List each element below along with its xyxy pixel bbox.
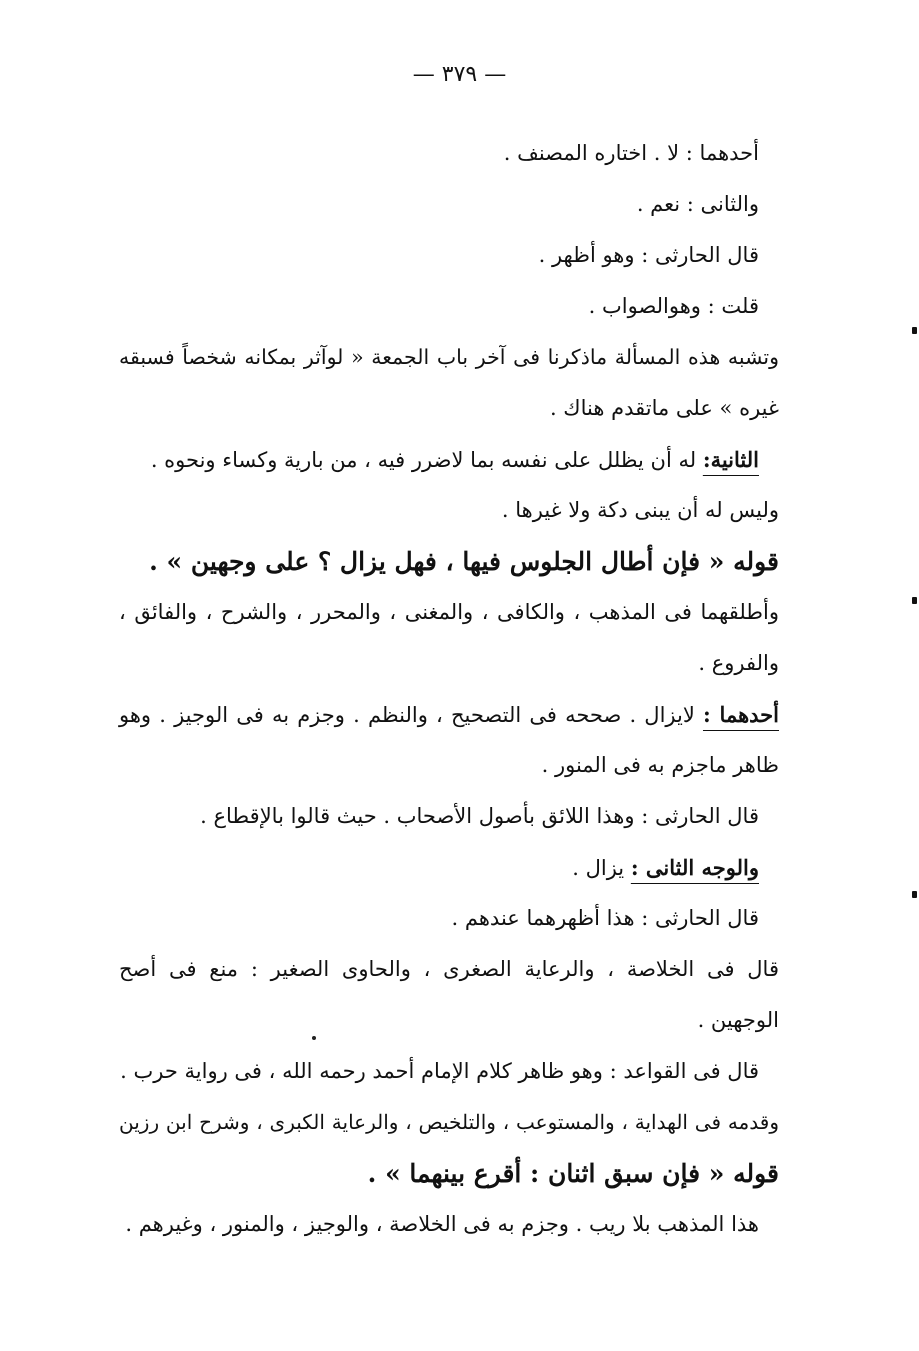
text-line [119, 740, 779, 791]
line-text: يزال . [572, 856, 631, 880]
text-line [119, 281, 779, 332]
line-text: ظاهر ماجزم به فى المنور . [541, 753, 779, 777]
section-heading: أحدهما : [702, 702, 779, 727]
line-text: والثانى : نعم . [636, 192, 759, 216]
text-line [119, 689, 779, 740]
line-text: غيره » على ماتقدم هناك . [549, 396, 779, 420]
margin-mark [912, 327, 917, 334]
text-line [119, 485, 779, 536]
line-text: هذا المذهب بلا ريب . وجزم به فى الخلاصة ، والوجيز ، والمنور ، وغيرهم . [125, 1212, 759, 1236]
text-line [119, 638, 779, 689]
stray-dot [312, 1036, 316, 1040]
text-line [119, 791, 779, 842]
text-line [119, 842, 779, 893]
text-line [119, 1046, 779, 1097]
line-text: قال الحارثى : هذا أظهرهما عندهم . [451, 906, 759, 930]
text-line [119, 1097, 779, 1148]
line-text: قال فى الخلاصة ، والرعاية الصغرى ، والحاوى الصغير : منع فى أصح [119, 957, 779, 981]
text-line [119, 995, 779, 1046]
line-text: والفروع . [698, 651, 779, 675]
line-text: وليس له أن يبنى دكة ولا غيرها . [501, 498, 779, 522]
body-text [119, 128, 779, 1250]
line-text: قوله « فإن أطال الجلوس فيها ، فهل يزال ؟ على وجهين » . [149, 547, 779, 576]
margin-mark [912, 891, 917, 898]
line-text: قال فى القواعد : وهو ظاهر كلام الإمام أحمد رحمه الله ، فى رواية حرب . [120, 1059, 759, 1083]
margin-mark [912, 597, 917, 604]
line-text: له أن يظلل على نفسه بما لاضرر فيه ، من بارية وكساء ونحوه . [150, 448, 703, 472]
text-line [119, 536, 779, 587]
page-number: — ٣٧٩ — [412, 62, 507, 87]
text-line [119, 179, 779, 230]
text-line [119, 230, 779, 281]
text-line [119, 1199, 779, 1250]
line-text: وقدمه فى الهداية ، والمستوعب ، والتلخيص ، والرعاية الكبرى ، وشرح ابن رزين [119, 1110, 779, 1134]
line-text: لايزال . صححه فى التصحيح ، والنظم . وجزم به فى الوجيز . وهو [119, 703, 703, 727]
text-line [119, 944, 779, 995]
line-text: أحدهما : لا . اختاره المصنف . [503, 141, 759, 165]
text-line [119, 332, 779, 383]
section-heading: والوجه الثانى : [630, 855, 759, 880]
line-text: قال الحارثى : وهذا اللائق بأصول الأصحاب . حيث قالوا بالإقطاع . [200, 804, 759, 828]
line-text: وأطلقهما فى المذهب ، والكافى ، والمغنى ، والمحرر ، والشرح ، والفائق ، [119, 600, 779, 624]
text-line [119, 1148, 779, 1199]
text-line [119, 893, 779, 944]
line-text: قوله « فإن سبق اثنان : أقرع بينهما » . [367, 1159, 779, 1188]
section-heading: الثانية: [702, 447, 759, 472]
line-text: الوجهين . [697, 1008, 779, 1032]
line-text: وتشبه هذه المسألة ماذكرنا فى آخر باب الجمعة « لوآثر بمكانه شخصاً فسبقه [119, 345, 779, 369]
line-text: قال الحارثى : وهو أظهر . [538, 243, 759, 267]
text-line [119, 434, 779, 485]
line-text: قلت : وهوالصواب . [588, 294, 759, 318]
text-line [119, 128, 779, 179]
text-line [119, 587, 779, 638]
text-line [119, 383, 779, 434]
